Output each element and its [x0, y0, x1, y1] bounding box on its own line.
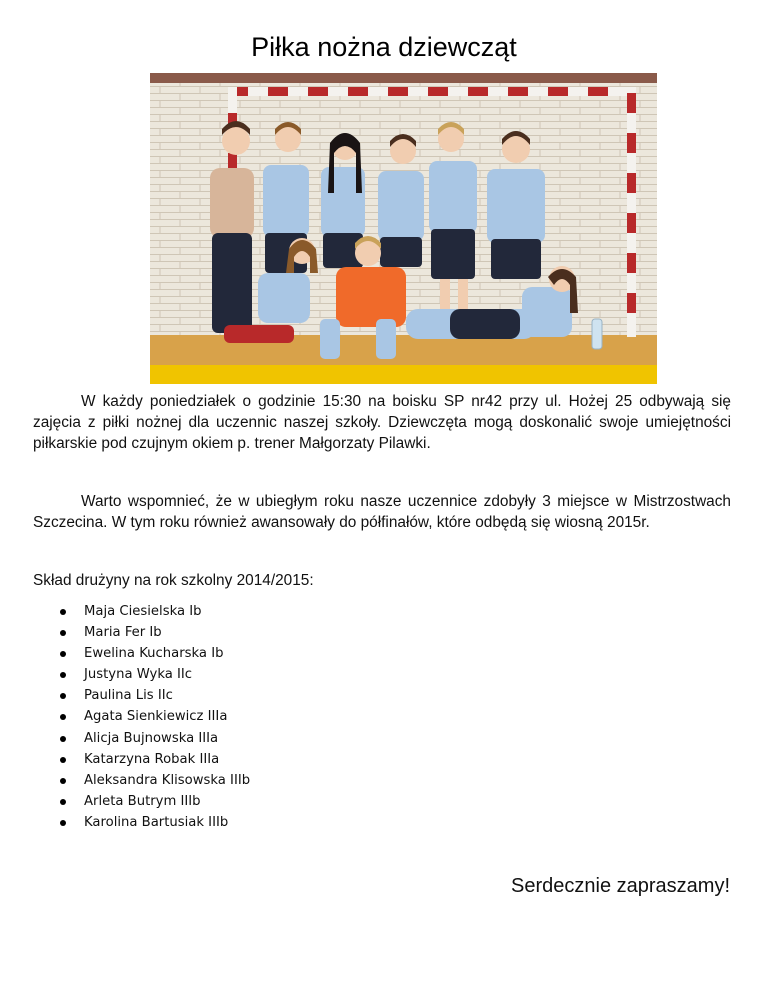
paragraph-achievements: Warto wspomnieć, że w ubiegłym roku nasze uczennice zdobyły 3 miejsce w Mistrzostwach Szczecina. W tym roku również awansowały do półfinałów, które odbędą się wiosną 2015r.	[33, 493, 731, 531]
roster-heading: Skład drużyny na rok szkolny 2014/2015:	[33, 572, 314, 589]
list-item: Alicja Bujnowska IIIa	[58, 728, 250, 749]
list-item: Maria Fer Ib	[58, 622, 250, 643]
list-item: Justyna Wyka IIc	[58, 664, 250, 685]
paragraph-schedule: W każdy poniedziałek o godzinie 15:30 na boisku SP nr42 przy ul. Hożej 25 odbywają się zajęcia z piłki nożnej dla uczennic naszej szkoły. Dziewczęta mogą doskonalić swoje umiejętności piłkarskie pod czujnym okiem p. trener Małgorzaty Pilawki.	[33, 393, 731, 452]
list-item: Katarzyna Robak IIIa	[58, 749, 250, 770]
list-item: Aleksandra Klisowska IIIb	[58, 770, 250, 791]
list-item: Paulina Lis IIc	[58, 685, 250, 706]
list-item: Ewelina Kucharska Ib	[58, 643, 250, 664]
team-photo	[150, 73, 657, 384]
list-item: Maja Ciesielska Ib	[58, 601, 250, 622]
water-bottle	[592, 319, 602, 349]
closing-invitation: Serdecznie zapraszamy!	[511, 875, 730, 897]
list-item: Arleta Butrym IIIb	[58, 791, 250, 812]
document-title: Piłka nożna dziewcząt	[251, 32, 517, 62]
list-item: Karolina Bartusiak IIIb	[58, 812, 250, 833]
roster-list	[58, 601, 250, 833]
list-item: Agata Sienkiewicz IIIa	[58, 706, 250, 727]
